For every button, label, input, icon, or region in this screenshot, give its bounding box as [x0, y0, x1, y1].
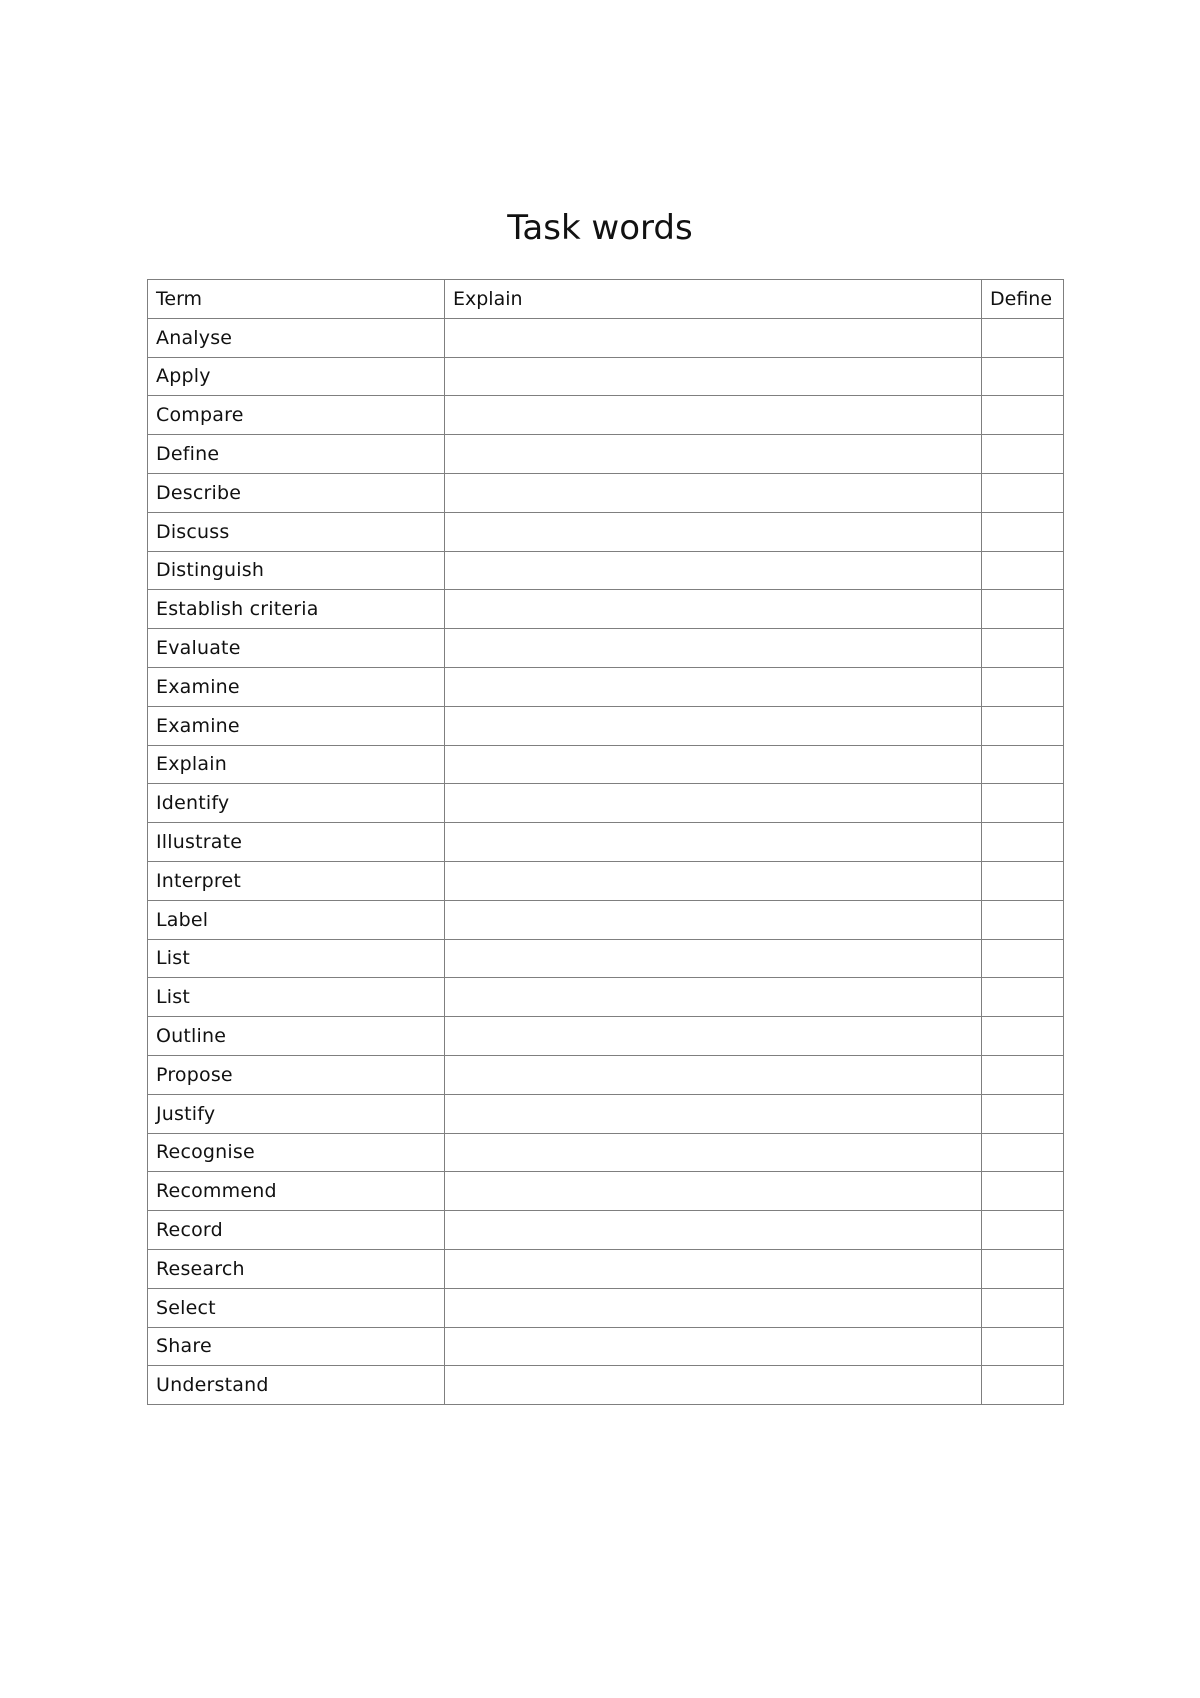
- explain-cell[interactable]: [445, 1211, 982, 1250]
- define-cell[interactable]: [982, 357, 1064, 396]
- define-cell[interactable]: [982, 745, 1064, 784]
- explain-cell[interactable]: [445, 1094, 982, 1133]
- define-cell[interactable]: [982, 1133, 1064, 1172]
- define-cell[interactable]: [982, 667, 1064, 706]
- explain-cell[interactable]: [445, 357, 982, 396]
- table-body: [148, 318, 1064, 1404]
- table-header-row: [148, 280, 1064, 319]
- define-cell[interactable]: [982, 473, 1064, 512]
- table-row: [148, 1211, 1064, 1250]
- table-row: [148, 1017, 1064, 1056]
- explain-cell[interactable]: [445, 978, 982, 1017]
- define-cell[interactable]: [982, 1017, 1064, 1056]
- term-cell: Record: [148, 1211, 445, 1250]
- explain-cell[interactable]: [445, 1327, 982, 1366]
- define-cell[interactable]: [982, 861, 1064, 900]
- explain-cell[interactable]: [445, 1249, 982, 1288]
- table-row: [148, 978, 1064, 1017]
- table-row: [148, 745, 1064, 784]
- explain-cell[interactable]: [445, 1172, 982, 1211]
- define-cell[interactable]: [982, 900, 1064, 939]
- define-cell[interactable]: [982, 318, 1064, 357]
- table-row: [148, 473, 1064, 512]
- table-row: [148, 551, 1064, 590]
- term-cell: Research: [148, 1249, 445, 1288]
- table-row: [148, 512, 1064, 551]
- define-cell[interactable]: [982, 978, 1064, 1017]
- header-explain: Explain: [445, 280, 982, 319]
- table-row: [148, 939, 1064, 978]
- define-cell[interactable]: [982, 1366, 1064, 1405]
- term-cell: Evaluate: [148, 629, 445, 668]
- define-cell[interactable]: [982, 435, 1064, 474]
- explain-cell[interactable]: [445, 1017, 982, 1056]
- term-cell: Compare: [148, 396, 445, 435]
- page-title: Task words: [507, 208, 693, 248]
- define-cell[interactable]: [982, 939, 1064, 978]
- term-cell: Identify: [148, 784, 445, 823]
- table-row: [148, 1249, 1064, 1288]
- define-cell[interactable]: [982, 706, 1064, 745]
- explain-cell[interactable]: [445, 1133, 982, 1172]
- explain-cell[interactable]: [445, 861, 982, 900]
- term-cell: Interpret: [148, 861, 445, 900]
- term-cell: Select: [148, 1288, 445, 1327]
- table-row: [148, 590, 1064, 629]
- header-term: Term: [148, 280, 445, 319]
- term-cell: Describe: [148, 473, 445, 512]
- explain-cell[interactable]: [445, 706, 982, 745]
- table-row: [148, 823, 1064, 862]
- define-cell[interactable]: [982, 1288, 1064, 1327]
- term-cell: Recognise: [148, 1133, 445, 1172]
- table-row: [148, 357, 1064, 396]
- define-cell[interactable]: [982, 629, 1064, 668]
- explain-cell[interactable]: [445, 939, 982, 978]
- explain-cell[interactable]: [445, 629, 982, 668]
- explain-cell[interactable]: [445, 590, 982, 629]
- term-cell: Apply: [148, 357, 445, 396]
- term-cell: Discuss: [148, 512, 445, 551]
- explain-cell[interactable]: [445, 1288, 982, 1327]
- term-cell: Examine: [148, 706, 445, 745]
- task-words-table: [147, 279, 1064, 1405]
- table-row: [148, 435, 1064, 474]
- define-cell[interactable]: [982, 784, 1064, 823]
- explain-cell[interactable]: [445, 900, 982, 939]
- table-row: [148, 667, 1064, 706]
- define-cell[interactable]: [982, 1094, 1064, 1133]
- term-cell: Establish criteria: [148, 590, 445, 629]
- term-cell: Justify: [148, 1094, 445, 1133]
- table-row: [148, 1172, 1064, 1211]
- term-cell: Outline: [148, 1017, 445, 1056]
- term-cell: Analyse: [148, 318, 445, 357]
- table-row: [148, 1327, 1064, 1366]
- define-cell[interactable]: [982, 590, 1064, 629]
- explain-cell[interactable]: [445, 396, 982, 435]
- table-row: [148, 706, 1064, 745]
- table-row: [148, 629, 1064, 668]
- define-cell[interactable]: [982, 1327, 1064, 1366]
- term-cell: Share: [148, 1327, 445, 1366]
- explain-cell[interactable]: [445, 473, 982, 512]
- define-cell[interactable]: [982, 1055, 1064, 1094]
- term-cell: Recommend: [148, 1172, 445, 1211]
- term-cell: Define: [148, 435, 445, 474]
- term-cell: Label: [148, 900, 445, 939]
- explain-cell[interactable]: [445, 318, 982, 357]
- term-cell: Understand: [148, 1366, 445, 1405]
- explain-cell[interactable]: [445, 745, 982, 784]
- explain-cell[interactable]: [445, 1055, 982, 1094]
- define-cell[interactable]: [982, 823, 1064, 862]
- explain-cell[interactable]: [445, 512, 982, 551]
- term-cell: Examine: [148, 667, 445, 706]
- define-cell[interactable]: [982, 512, 1064, 551]
- term-cell: List: [148, 978, 445, 1017]
- explain-cell[interactable]: [445, 435, 982, 474]
- term-cell: Propose: [148, 1055, 445, 1094]
- explain-cell[interactable]: [445, 1366, 982, 1405]
- define-cell[interactable]: [982, 1211, 1064, 1250]
- explain-cell[interactable]: [445, 551, 982, 590]
- define-cell[interactable]: [982, 1249, 1064, 1288]
- term-cell: Distinguish: [148, 551, 445, 590]
- table-row: [148, 1288, 1064, 1327]
- explain-cell[interactable]: [445, 784, 982, 823]
- table-row: [148, 1094, 1064, 1133]
- table-row: [148, 396, 1064, 435]
- term-cell: Explain: [148, 745, 445, 784]
- table-row: [148, 1366, 1064, 1405]
- explain-cell[interactable]: [445, 823, 982, 862]
- explain-cell[interactable]: [445, 667, 982, 706]
- table-row: [148, 861, 1064, 900]
- header-define: Define: [982, 280, 1064, 319]
- table-row: [148, 1055, 1064, 1094]
- define-cell[interactable]: [982, 1172, 1064, 1211]
- table-row: [148, 318, 1064, 357]
- table-row: [148, 784, 1064, 823]
- term-cell: List: [148, 939, 445, 978]
- define-cell[interactable]: [982, 396, 1064, 435]
- define-cell[interactable]: [982, 551, 1064, 590]
- term-cell: Illustrate: [148, 823, 445, 862]
- table-row: [148, 1133, 1064, 1172]
- table-row: [148, 900, 1064, 939]
